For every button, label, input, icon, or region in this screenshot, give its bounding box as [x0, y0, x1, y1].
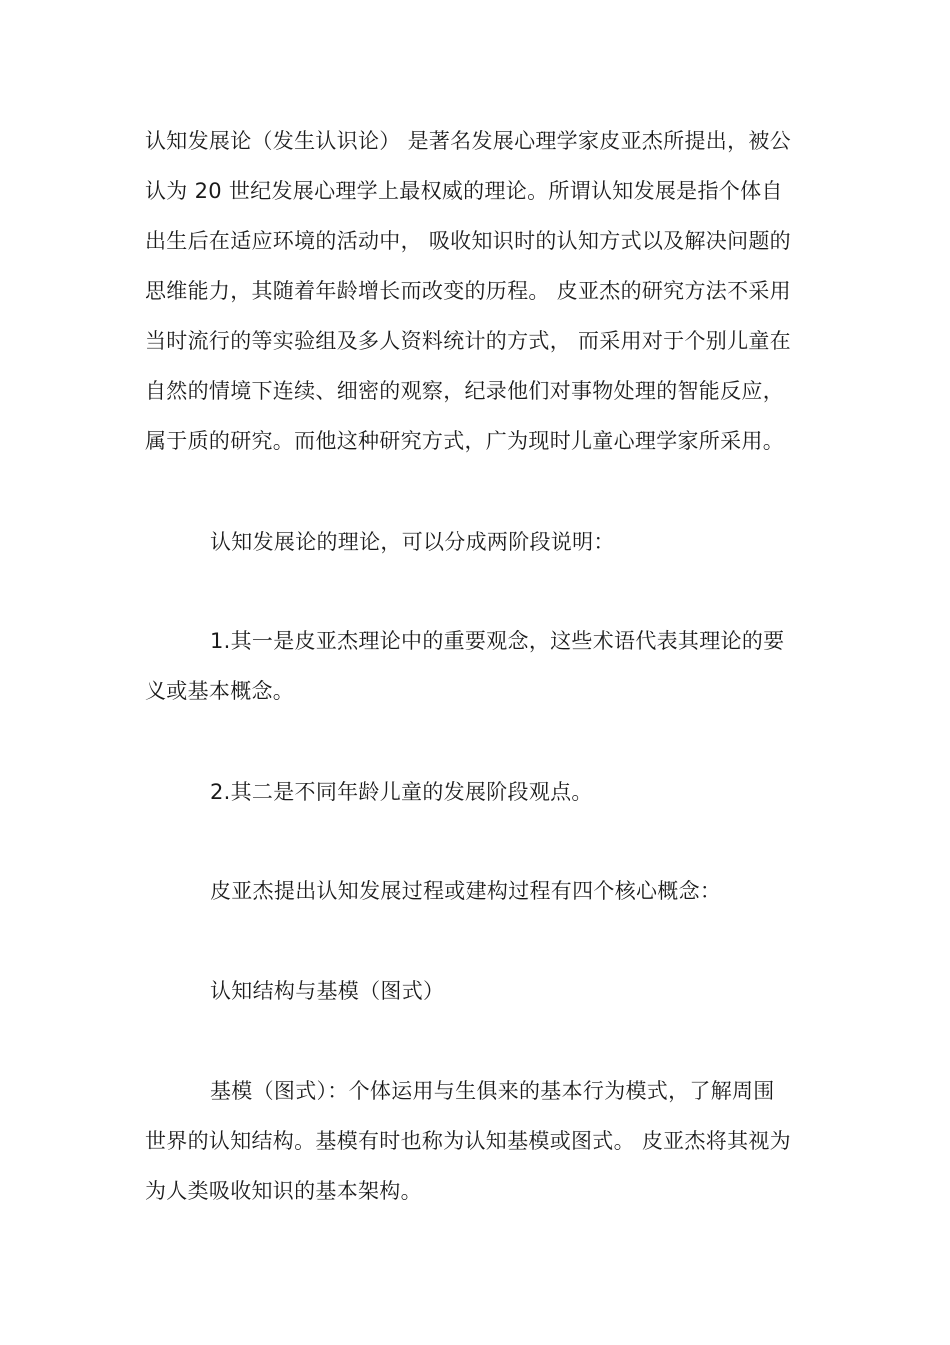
paragraph-line: 思维能力，其随着年龄增长而改变的历程。 皮亚杰的研究方法不采用: [145, 279, 791, 303]
paragraph-line: 认知发展论的理论，可以分成两阶段说明：: [210, 530, 615, 554]
paragraph-line: 自然的情境下连续、细密的观察，纪录他们对事物处理的智能反应，: [145, 379, 784, 403]
paragraph-line: 出生后在适应环境的活动中， 吸收知识时的认知方式以及解决问题的: [145, 229, 791, 253]
paragraph-line: 认知结构与基模（图式）: [210, 979, 445, 1003]
paragraph-line: 基模（图式）：个体运用与生俱来的基本行为模式，了解周围: [210, 1079, 775, 1103]
paragraph-line: 认为 20 世纪发展心理学上最权威的理论。所谓认知发展是指个体自: [145, 179, 783, 203]
paragraph-line: 当时流行的等实验组及多人资料统计的方式， 而采用对于个别儿童在: [145, 329, 791, 353]
paragraph-line: 皮亚杰提出认知发展过程或建构过程有四个核心概念：: [210, 879, 722, 903]
paragraph-line: 认知发展论（发生认识论） 是著名发展心理学家皮亚杰所提出，被公: [145, 129, 791, 153]
paragraph-line: 为人类吸收知识的基本架构。: [145, 1179, 422, 1203]
paragraph-line: 义或基本概念。: [145, 679, 295, 703]
paragraph-line: 1.其一是皮亚杰理论中的重要观念，这些术语代表其理论的要: [210, 629, 785, 653]
paragraph-line: 属于质的研究。而他这种研究方式，广为现时儿童心理学家所采用。: [145, 429, 784, 453]
paragraph-line: 世界的认知结构。基模有时也称为认知基模或图式。 皮亚杰将其视为: [145, 1129, 791, 1153]
paragraph-line: 2.其二是不同年龄儿童的发展阶段观点。: [210, 780, 593, 804]
